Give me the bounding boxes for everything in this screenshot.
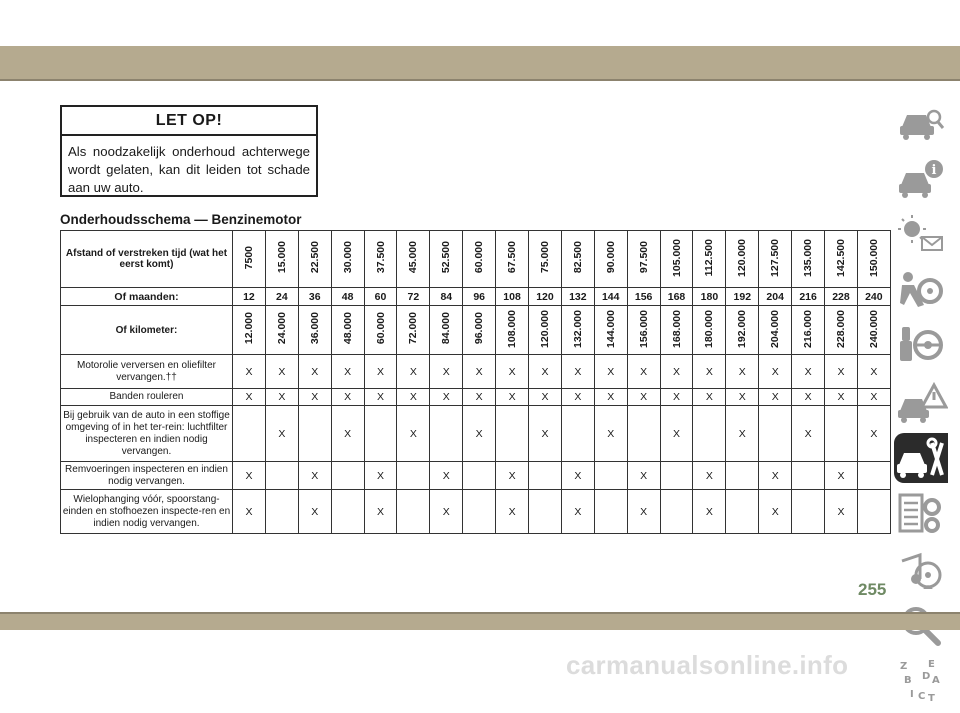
watermark: carmanualsonline.info xyxy=(566,650,849,680)
km-cell xyxy=(627,306,660,355)
interval-cell xyxy=(627,231,660,288)
interval-value: 75.000 xyxy=(538,241,551,274)
km-cell xyxy=(693,306,726,355)
task-mark: X xyxy=(529,389,562,406)
km-cell xyxy=(529,306,562,355)
interval-value: 15.000 xyxy=(275,241,288,274)
km-cell xyxy=(792,306,825,355)
distance-label: Afstand of verstreken tijd (wat het eerst komt) xyxy=(61,231,233,288)
task-mark: X xyxy=(857,355,890,389)
car-maintenance-icon xyxy=(894,433,948,483)
interval-value: 22.500 xyxy=(308,241,321,274)
chapter-tab-11[interactable] xyxy=(894,657,948,707)
task-mark xyxy=(594,462,627,490)
km-cell xyxy=(857,306,890,355)
km-value: 108.000 xyxy=(506,309,519,348)
warning-text: Als noodzakelijk onderhoud achterwege wordt gelaten, kan dit leiden tot schade aan uw auto. xyxy=(68,144,310,195)
interval-value: 30.000 xyxy=(341,241,354,274)
task-mark: X xyxy=(693,462,726,490)
task-mark: X xyxy=(233,490,266,534)
task-mark: X xyxy=(331,355,364,389)
task-mark: X xyxy=(364,462,397,490)
chapter-tab-1[interactable] xyxy=(894,97,948,147)
task-mark: X xyxy=(298,490,331,534)
task-mark xyxy=(726,490,759,534)
task-mark: X xyxy=(825,355,858,389)
task-mark: X xyxy=(561,462,594,490)
task-mark: X xyxy=(594,389,627,406)
task-mark: X xyxy=(496,389,529,406)
task-mark: X xyxy=(364,490,397,534)
chapter-tab-4[interactable] xyxy=(894,265,948,315)
months-value: 228 xyxy=(825,288,858,306)
task-mark: X xyxy=(529,355,562,389)
task-mark: X xyxy=(233,462,266,490)
warning-title: LET OP! xyxy=(62,107,316,136)
interval-value: 120.000 xyxy=(736,238,749,277)
km-cell xyxy=(430,306,463,355)
months-value: 60 xyxy=(364,288,397,306)
maintenance-schedule-table xyxy=(60,230,891,534)
interval-value: 60.000 xyxy=(473,241,486,274)
task-mark: X xyxy=(463,389,496,406)
task-mark: X xyxy=(331,406,364,462)
car-search-icon xyxy=(894,97,948,147)
task-row xyxy=(61,490,891,534)
task-mark: X xyxy=(660,406,693,462)
task-mark: X xyxy=(430,355,463,389)
chapter-tab-3[interactable] xyxy=(894,209,948,259)
task-mark: X xyxy=(265,406,298,462)
task-mark: X xyxy=(430,462,463,490)
km-cell xyxy=(759,306,792,355)
task-mark xyxy=(627,406,660,462)
interval-value: 90.000 xyxy=(604,241,617,274)
task-mark xyxy=(792,462,825,490)
svg-text:E: E xyxy=(928,659,935,670)
interval-cell xyxy=(463,231,496,288)
months-value: 96 xyxy=(463,288,496,306)
km-cell xyxy=(496,306,529,355)
svg-text:I: I xyxy=(910,689,914,700)
task-mark: X xyxy=(298,462,331,490)
svg-text:B: B xyxy=(904,675,912,686)
task-mark: X xyxy=(397,389,430,406)
task-mark: X xyxy=(693,490,726,534)
task-label: Remvoeringen inspecteren en indien nodig vervangen. xyxy=(61,462,233,490)
km-value: 24.000 xyxy=(275,312,288,345)
svg-text:Z: Z xyxy=(900,661,908,672)
km-value: 144.000 xyxy=(604,309,617,348)
interval-cell xyxy=(298,231,331,288)
task-mark: X xyxy=(496,490,529,534)
task-mark: X xyxy=(726,389,759,406)
task-label: Wielophanging vóór, spoorstang-einden en stofhoezen inspecte-ren en indien nodig vervangen. xyxy=(61,490,233,534)
svg-text:i: i xyxy=(931,163,937,178)
bottom-band xyxy=(0,614,960,630)
task-mark xyxy=(792,490,825,534)
task-mark: X xyxy=(660,389,693,406)
interval-cell xyxy=(792,231,825,288)
interval-cell xyxy=(825,231,858,288)
months-value: 120 xyxy=(529,288,562,306)
task-mark: X xyxy=(496,462,529,490)
interval-value: 82.500 xyxy=(571,241,584,274)
task-mark: X xyxy=(298,389,331,406)
task-mark: X xyxy=(496,355,529,389)
km-cell xyxy=(561,306,594,355)
svg-text:A: A xyxy=(932,675,940,686)
interval-cell xyxy=(397,231,430,288)
km-cell xyxy=(463,306,496,355)
interval-cell xyxy=(496,231,529,288)
task-mark: X xyxy=(430,490,463,534)
task-mark: X xyxy=(726,406,759,462)
km-cell xyxy=(331,306,364,355)
chapter-tab-5[interactable] xyxy=(894,321,948,371)
interval-value: 150.000 xyxy=(867,238,880,277)
task-mark xyxy=(825,406,858,462)
km-cell xyxy=(233,306,266,355)
task-mark: X xyxy=(364,355,397,389)
task-mark: X xyxy=(792,389,825,406)
chapter-tab-7-active[interactable] xyxy=(894,433,948,483)
interval-value: 52.500 xyxy=(440,241,453,274)
km-cell xyxy=(594,306,627,355)
interval-cell xyxy=(430,231,463,288)
task-mark xyxy=(759,406,792,462)
task-mark: X xyxy=(627,490,660,534)
task-mark xyxy=(364,406,397,462)
airbag-steering-icon xyxy=(894,265,948,315)
task-mark: X xyxy=(397,355,430,389)
task-mark: X xyxy=(627,462,660,490)
interval-cell xyxy=(561,231,594,288)
km-value: 216.000 xyxy=(802,309,815,348)
km-value: 12.000 xyxy=(242,312,255,345)
task-mark: X xyxy=(397,406,430,462)
interval-cell xyxy=(759,231,792,288)
interval-value: 7500 xyxy=(242,245,255,270)
interval-header-row xyxy=(61,231,891,288)
task-mark: X xyxy=(594,406,627,462)
alphabet-index-icon xyxy=(894,657,948,707)
months-value: 240 xyxy=(857,288,890,306)
task-mark: X xyxy=(430,389,463,406)
task-mark xyxy=(660,490,693,534)
car-accident-icon xyxy=(894,377,948,427)
km-value: 72.000 xyxy=(407,312,420,345)
km-value: 96.000 xyxy=(473,312,486,345)
interval-cell xyxy=(594,231,627,288)
task-label: Bij gebruik van de auto in een stoffige omgeving of in het ter-rein: luchtfilter inspecteren en indien nodig vervangen. xyxy=(61,406,233,462)
task-mark: X xyxy=(759,490,792,534)
task-mark: X xyxy=(561,355,594,389)
task-mark: X xyxy=(265,355,298,389)
task-mark xyxy=(463,462,496,490)
task-mark xyxy=(463,490,496,534)
multimedia-icon xyxy=(894,545,948,595)
task-mark: X xyxy=(825,389,858,406)
task-mark: X xyxy=(857,406,890,462)
task-mark xyxy=(857,462,890,490)
months-value: 180 xyxy=(693,288,726,306)
task-mark: X xyxy=(726,355,759,389)
km-value: 156.000 xyxy=(637,309,650,348)
task-mark: X xyxy=(627,389,660,406)
task-mark: X xyxy=(857,389,890,406)
task-mark: X xyxy=(693,389,726,406)
interval-value: 135.000 xyxy=(802,238,815,277)
task-mark xyxy=(496,406,529,462)
interval-value: 97.500 xyxy=(637,241,650,274)
task-mark xyxy=(430,406,463,462)
task-mark xyxy=(693,406,726,462)
task-mark: X xyxy=(594,355,627,389)
months-value: 132 xyxy=(561,288,594,306)
task-mark xyxy=(529,490,562,534)
page-number: 255 xyxy=(858,580,887,599)
km-value: 48.000 xyxy=(341,312,354,345)
car-info-icon xyxy=(894,153,948,203)
interval-cell xyxy=(331,231,364,288)
km-value: 192.000 xyxy=(736,309,749,348)
km-value: 168.000 xyxy=(670,309,683,348)
months-row xyxy=(61,288,891,306)
task-mark xyxy=(660,462,693,490)
task-mark xyxy=(529,462,562,490)
task-mark xyxy=(397,462,430,490)
task-mark xyxy=(298,406,331,462)
task-mark xyxy=(331,490,364,534)
warning-lights-icon xyxy=(894,209,948,259)
task-mark: X xyxy=(825,462,858,490)
km-label: Of kilometer: xyxy=(61,306,233,355)
km-cell xyxy=(364,306,397,355)
km-cell xyxy=(825,306,858,355)
task-row xyxy=(61,355,891,389)
task-mark: X xyxy=(759,355,792,389)
task-mark: X xyxy=(759,389,792,406)
interval-cell xyxy=(529,231,562,288)
km-cell xyxy=(726,306,759,355)
km-value: 180.000 xyxy=(703,309,716,348)
task-mark: X xyxy=(792,406,825,462)
task-mark: X xyxy=(759,462,792,490)
task-label: Motorolie verversen en oliefilter vervangen.†† xyxy=(61,355,233,389)
task-row xyxy=(61,389,891,406)
interval-value: 45.000 xyxy=(407,241,420,274)
task-mark xyxy=(265,490,298,534)
months-value: 72 xyxy=(397,288,430,306)
months-value: 84 xyxy=(430,288,463,306)
km-cell xyxy=(660,306,693,355)
task-mark: X xyxy=(792,355,825,389)
months-value: 156 xyxy=(627,288,660,306)
service-list-icon xyxy=(894,489,948,539)
task-mark: X xyxy=(529,406,562,462)
months-value: 36 xyxy=(298,288,331,306)
task-mark xyxy=(233,406,266,462)
task-mark xyxy=(594,490,627,534)
km-cell xyxy=(265,306,298,355)
months-value: 168 xyxy=(660,288,693,306)
task-mark: X xyxy=(660,355,693,389)
interval-value: 37.500 xyxy=(374,241,387,274)
svg-text:C: C xyxy=(918,691,926,702)
task-mark: X xyxy=(364,389,397,406)
chapter-tab-6[interactable] xyxy=(894,377,948,427)
task-mark xyxy=(726,462,759,490)
task-row xyxy=(61,462,891,490)
task-mark: X xyxy=(298,355,331,389)
task-mark xyxy=(331,462,364,490)
task-mark: X xyxy=(693,355,726,389)
chapter-tab-9[interactable] xyxy=(894,545,948,595)
months-value: 192 xyxy=(726,288,759,306)
chapter-tab-2[interactable] xyxy=(894,153,948,203)
interval-cell xyxy=(233,231,266,288)
km-row xyxy=(61,306,891,355)
warning-box xyxy=(60,105,318,197)
months-value: 144 xyxy=(594,288,627,306)
months-value: 216 xyxy=(792,288,825,306)
interval-cell xyxy=(726,231,759,288)
task-mark xyxy=(265,462,298,490)
task-mark: X xyxy=(825,490,858,534)
interval-value: 105.000 xyxy=(670,238,683,277)
interval-value: 112.500 xyxy=(703,238,716,277)
task-label: Banden rouleren xyxy=(61,389,233,406)
task-mark: X xyxy=(627,355,660,389)
task-mark xyxy=(397,490,430,534)
task-mark: X xyxy=(561,490,594,534)
task-mark xyxy=(857,490,890,534)
top-band-line xyxy=(0,79,960,81)
task-mark: X xyxy=(331,389,364,406)
km-value: 204.000 xyxy=(769,309,782,348)
task-mark: X xyxy=(233,355,266,389)
task-mark xyxy=(561,406,594,462)
chapter-tab-8[interactable] xyxy=(894,489,948,539)
task-mark: X xyxy=(463,355,496,389)
section-title: Onderhoudsschema — Benzinemotor xyxy=(60,212,302,227)
km-cell xyxy=(397,306,430,355)
task-mark: X xyxy=(233,389,266,406)
interval-value: 67.500 xyxy=(506,241,519,274)
km-value: 132.000 xyxy=(571,309,584,348)
km-cell xyxy=(298,306,331,355)
interval-cell xyxy=(265,231,298,288)
interval-cell xyxy=(857,231,890,288)
km-value: 120.000 xyxy=(538,309,551,348)
months-value: 12 xyxy=(233,288,266,306)
interval-cell xyxy=(364,231,397,288)
months-value: 24 xyxy=(265,288,298,306)
task-mark: X xyxy=(561,389,594,406)
months-value: 48 xyxy=(331,288,364,306)
km-value: 240.000 xyxy=(867,309,880,348)
km-value: 36.000 xyxy=(308,312,321,345)
road-warning-icon xyxy=(894,321,948,371)
interval-value: 127.500 xyxy=(769,238,782,277)
months-value: 204 xyxy=(759,288,792,306)
km-value: 228.000 xyxy=(834,309,847,348)
km-value: 84.000 xyxy=(440,312,453,345)
months-value: 108 xyxy=(496,288,529,306)
svg-text:T: T xyxy=(928,693,935,704)
km-value: 60.000 xyxy=(374,312,387,345)
task-row xyxy=(61,406,891,462)
interval-cell xyxy=(693,231,726,288)
top-band xyxy=(0,46,960,79)
interval-value: 142.500 xyxy=(834,238,847,277)
svg-text:D: D xyxy=(922,671,931,682)
months-label: Of maanden: xyxy=(61,288,233,306)
task-mark: X xyxy=(265,389,298,406)
interval-cell xyxy=(660,231,693,288)
task-mark: X xyxy=(463,406,496,462)
